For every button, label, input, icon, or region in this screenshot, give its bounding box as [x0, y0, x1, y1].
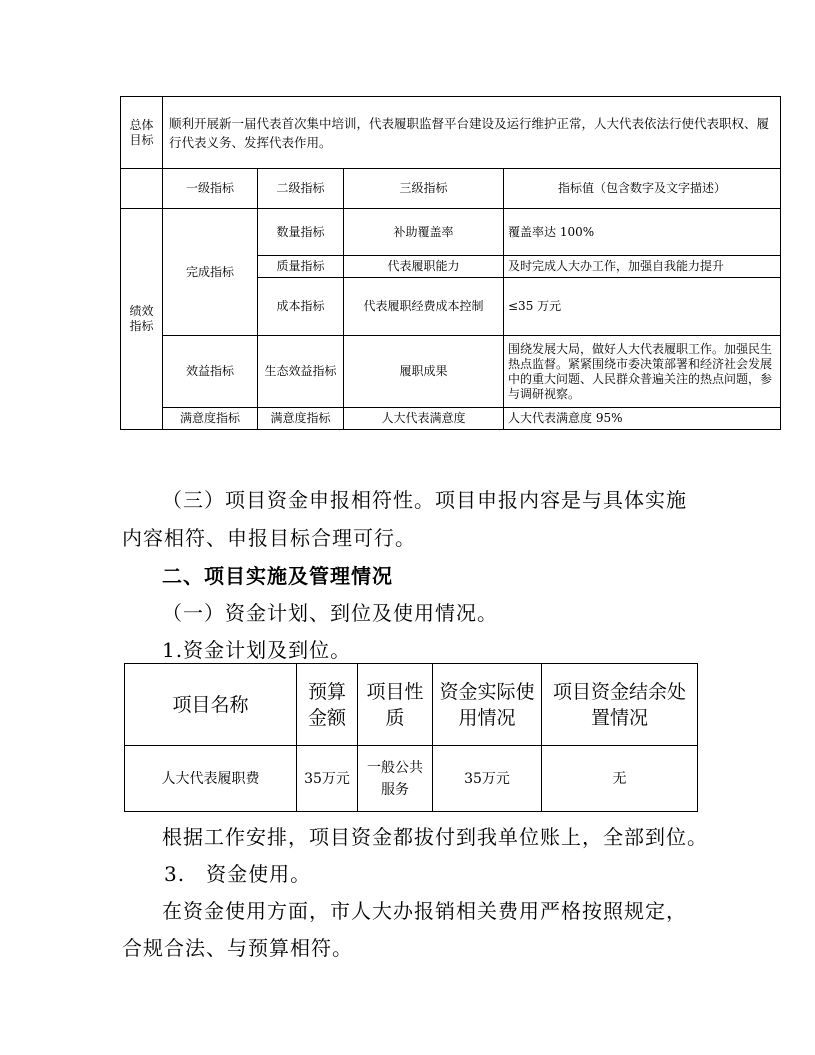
table-cell: 覆盖率达 100%	[504, 209, 781, 256]
header-value: 指标值（包含数字及文字描述）	[504, 169, 781, 209]
funds-header-budget: 预算金额	[297, 664, 358, 746]
funds-table	[124, 663, 698, 812]
table-cell: 生态效益指标	[258, 336, 344, 408]
subsection-heading: （一）资金计划、到位及使用情况。	[162, 601, 498, 625]
table-cell: 代表履职能力	[344, 256, 504, 278]
table-cell: 及时完成人大办工作，加强自我能力提升	[504, 256, 781, 278]
funds-header-nature: 项目性质	[358, 664, 433, 746]
performance-target-table	[120, 96, 781, 430]
perf-indicator-label: 绩效指标	[121, 209, 163, 430]
table-cell: ≤35 万元	[504, 278, 781, 336]
paragraph-line: （三）项目资金申报相符性。项目申报内容是与具体实施	[162, 488, 687, 512]
header-level1: 一级指标	[163, 169, 258, 209]
table-cell: 履职成果	[344, 336, 504, 408]
table-cell: 人大代表满意度	[344, 408, 504, 430]
funds-header-balance: 项目资金结余处置情况	[542, 664, 698, 746]
paragraph-line: 在资金使用方面，市人大办报销相关费用严格按照规定，	[162, 899, 687, 923]
paragraph-line: 合规合法、与预算相符。	[122, 936, 353, 960]
funds-header-name: 项目名称	[125, 664, 297, 746]
paragraph-line: 根据工作安排，项目资金都拔付到我单位账上，全部到位。	[162, 825, 708, 849]
completion-indicator: 完成指标	[163, 209, 258, 336]
table-cell: 数量指标	[258, 209, 344, 256]
table-cell: 35万元	[297, 746, 358, 812]
table-cell: 人大代表履职费	[125, 746, 297, 812]
table-cell: 人大代表满意度 95%	[504, 408, 781, 430]
table-cell: 无	[542, 746, 698, 812]
header-level2: 二级指标	[258, 169, 344, 209]
table-cell: 35万元	[433, 746, 542, 812]
item-heading: 3. 资金使用。	[164, 862, 312, 886]
satisfaction-indicator: 满意度指标	[163, 408, 258, 430]
overall-goal-text: 顺利开展新一届代表首次集中培训，代表履职监督平台建设及运行维护正常，人大代表依法行使代表职权、履行代表义务、发挥代表作用。	[163, 97, 781, 169]
table-cell: 满意度指标	[258, 408, 344, 430]
paragraph-line: 内容相符、申报目标合理可行。	[122, 526, 416, 550]
table-cell: 围绕发展大局，做好人大代表履职工作。加强民生热点监督。紧紧围绕市委决策部署和经济社会发展中的重大问题、人民群众普遍关注的热点问题，参与调研视察。	[504, 336, 781, 408]
overall-goal-label: 总体目标	[121, 97, 163, 169]
table-cell: 质量指标	[258, 256, 344, 278]
section-heading: 二、项目实施及管理情况	[162, 564, 393, 588]
table-cell: 成本指标	[258, 278, 344, 336]
funds-header-usage: 资金实际使用情况	[433, 664, 542, 746]
table-cell: 补助覆盖率	[344, 209, 504, 256]
header-blank	[121, 169, 163, 209]
header-level3: 三级指标	[344, 169, 504, 209]
table-cell: 代表履职经费成本控制	[344, 278, 504, 336]
benefit-indicator: 效益指标	[163, 336, 258, 408]
table-cell: 一般公共服务	[358, 746, 433, 812]
item-heading: 1.资金计划及到位。	[162, 638, 352, 662]
